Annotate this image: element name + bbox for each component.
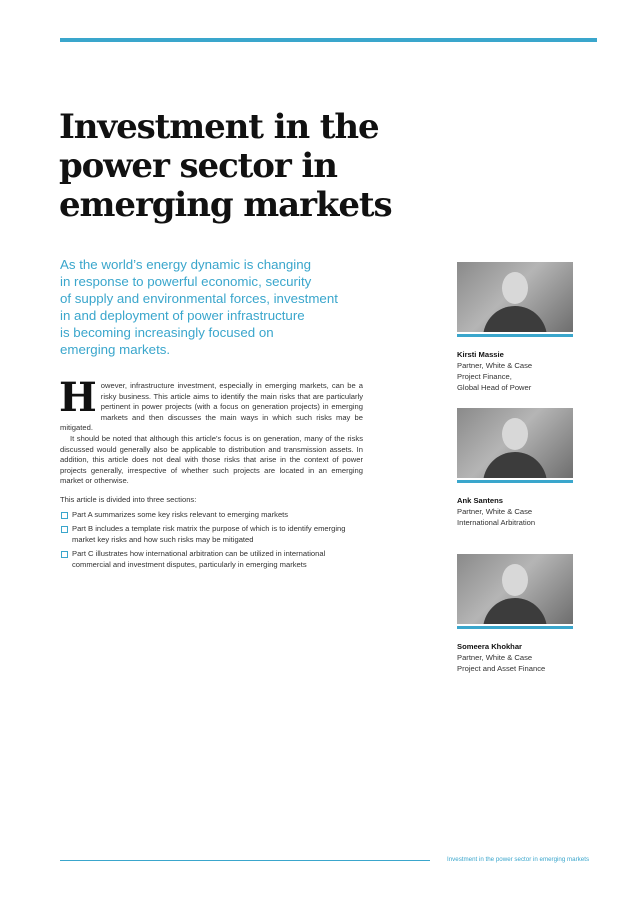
author-name: Ank Santens	[457, 496, 503, 505]
page-title	[59, 108, 419, 225]
author-role: Partner, White & Case	[457, 653, 533, 662]
portrait-shoulders	[483, 598, 547, 624]
portrait-shoulders	[483, 452, 547, 478]
author-card-3	[457, 554, 574, 674]
checkbox-bullet-icon	[61, 512, 68, 519]
portrait-head	[502, 418, 528, 450]
title-line: emerging markets	[59, 185, 392, 225]
portrait-head	[502, 564, 528, 596]
author-role: Partner, White & Case	[457, 507, 533, 516]
author-role: Global Head of Power	[457, 383, 532, 392]
intro-paragraph	[60, 256, 370, 358]
footer-rule	[60, 860, 430, 861]
author-role: Project Finance,	[457, 372, 512, 381]
author-name: Someera Khokhar	[457, 642, 522, 651]
intro-line: is becoming increasingly focused on	[60, 325, 274, 340]
intro-line: in and deployment of power infrastructure	[60, 308, 305, 323]
intro-line: As the world’s energy dynamic is changing	[60, 257, 312, 272]
portrait-head	[502, 272, 528, 304]
intro-line: of supply and environmental forces, investment	[60, 291, 338, 306]
author-card-2	[457, 408, 574, 528]
author-photo	[457, 408, 573, 478]
author-card-1	[457, 262, 574, 393]
intro-line: in response to powerful economic, security	[60, 274, 312, 289]
list-item-text: Part A summarizes some key risks relevant to emerging markets	[72, 509, 289, 519]
photo-rule	[457, 626, 573, 629]
sections-list	[60, 510, 363, 571]
author-photo	[457, 554, 573, 624]
top-rule	[60, 38, 597, 42]
sections-intro: This article is divided into three sections:	[60, 494, 197, 504]
list-item-text: Part B includes a template risk matrix the purpose of which is to identify emerging market key risks and how such risks may be mitigated	[72, 524, 346, 544]
body-paragraph-2: It should be noted that although this article’s focus is on generation, many of the risks discussed would generally also be applicable to distribution and transmission assets. In addition, this article does not deal with those risks that arise in the context of power projects generally, irrespective of whether such projects are located in an emerging market or otherwise.	[60, 433, 363, 486]
author-role: Partner, White & Case	[457, 361, 533, 370]
article-body	[59, 374, 363, 575]
photo-rule	[457, 334, 573, 337]
author-role: Project and Asset Finance	[457, 664, 546, 673]
list-item-text: Part C illustrates how international arbitration can be utilized in international commercial and investment disputes, particularly in emerging markets	[72, 549, 326, 569]
running-footer: Investment in the power sector in emerging markets	[447, 856, 590, 863]
list-item	[60, 549, 363, 570]
author-name: Kirsti Massie	[457, 350, 504, 359]
author-role: International Arbitration	[457, 518, 536, 527]
title-line: power sector in	[59, 146, 337, 186]
list-item	[60, 524, 363, 545]
checkbox-bullet-icon	[61, 526, 68, 533]
title-line: Investment in the	[59, 107, 379, 147]
author-photo	[457, 262, 573, 332]
checkbox-bullet-icon	[61, 551, 68, 558]
photo-rule	[457, 480, 573, 483]
portrait-shoulders	[483, 306, 547, 332]
drop-cap: H	[59, 374, 97, 421]
paragraph-1-text: owever, infrastructure investment, especially in emerging markets, can be a risky business. This article aims to identify the main risks that are particularly pertinent in power projects (with a focus on generation projects) in emerging markets and then discusses the main ways in which such risks may be mitigated.	[60, 381, 363, 433]
intro-line: emerging markets.	[60, 342, 171, 357]
body-paragraph-1	[59, 374, 363, 434]
list-item	[60, 510, 363, 521]
